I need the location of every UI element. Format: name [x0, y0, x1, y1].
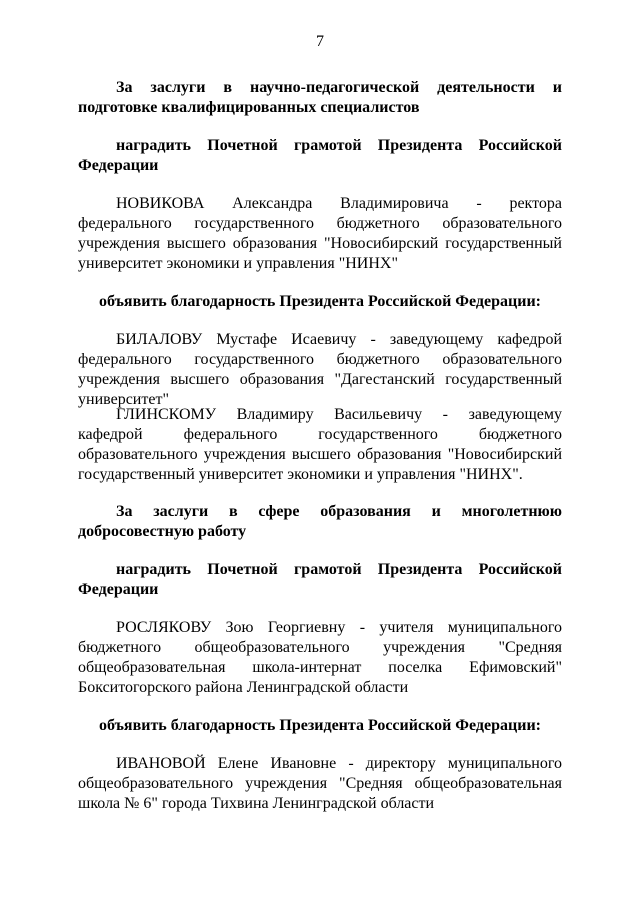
section-2-award-blagodarnost: объявить благодарность Президента Российской Федерации: [99, 717, 541, 734]
section-2-heading: За заслуги в сфере образования и многолетнюю добросовестную работу [78, 503, 562, 540]
section-1-award-gramota: наградить Почетной грамотой Президента Российской Федерации [78, 137, 562, 174]
section-2-blagodarnost-recipient-1: ИВАНОВОЙ Елене Ивановне - директору муниципального общеобразовательного учреждения "Средняя общеобразовательная школа № 6" города Тихвина Ленинградской области [78, 755, 562, 812]
section-1-blagodarnost-recipient-2: ГЛИНСКОМУ Владимиру Васильевичу - заведующему кафедрой федерального государственного бюджетного образовательного учреждения высшего образования "Новосибирский государственный университет экономики и управления "НИНХ". [78, 406, 562, 483]
section-1-award-blagodarnost: объявить благодарность Президента Российской Федерации: [99, 293, 541, 310]
section-1-heading: За заслуги в научно-педагогической деятельности и подготовке квалифицированных специалистов [78, 79, 562, 116]
section-1-blagodarnost-recipient-1: БИЛАЛОВУ Мустафе Исаевичу - заведующему кафедрой федерального государственного бюджетного образовательного учреждения высшего образования "Дагестанский государственный университет" [78, 331, 562, 408]
section-2-award-gramota: наградить Почетной грамотой Президента Российской Федерации [78, 561, 562, 598]
section-2-gramota-recipient-1: РОСЛЯКОВУ Зою Георгиевну - учителя муниципального бюджетного общеобразовательного учреждения "Средняя общеобразовательная школа-интернат поселка Ефимовский" Бокситогорского района Ленинградской области [78, 619, 562, 696]
page-number: 7 [316, 33, 324, 50]
section-1-gramota-recipient-1: НОВИКОВА Александра Владимировича - ректора федерального государственного бюджетного образовательного учреждения высшего образования "Новосибирский государственный университет экономики и управления "НИНХ" [78, 195, 562, 272]
